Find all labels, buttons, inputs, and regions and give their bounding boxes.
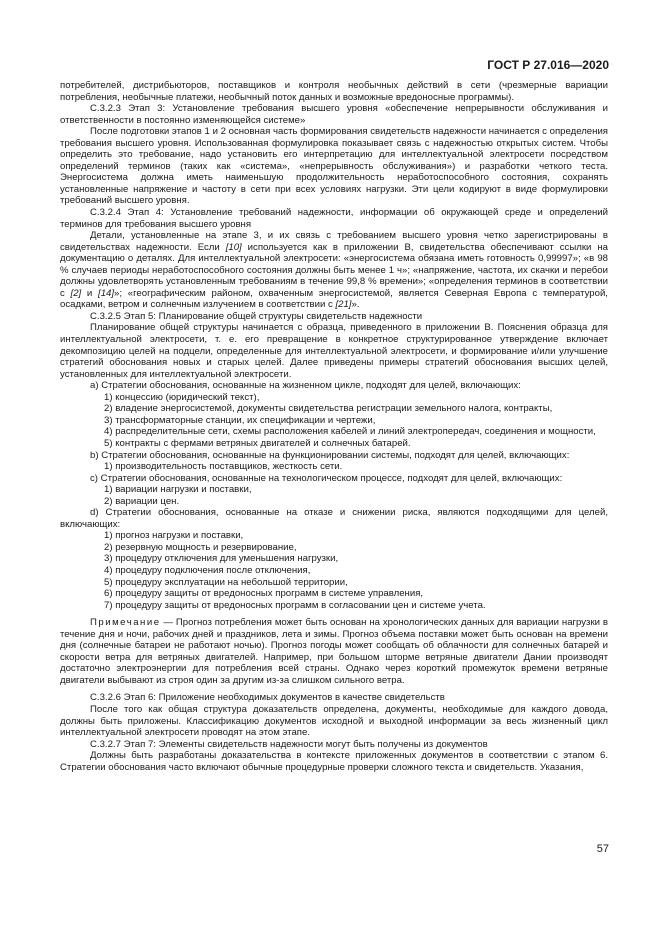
reference-link: [14] — [98, 287, 115, 299]
section-heading-c325: С.3.2.5 Этап 5: Планирование общей структуры свидетельств надежности — [90, 310, 423, 322]
list-b-heading: b) Стратегии обоснования, основанные на функционировании системы, подходят для целей, включающих: — [90, 449, 570, 461]
list-a-heading: a) Стратегии обоснования, основанные на жизненном цикле, подходят для целей, включающих: — [90, 380, 521, 392]
paragraph: После подготовки этапов 1 и 2 основная часть формирования свидетельств надежности начинается с определения требования высшего уровня. Использованная формулировка показывает связь с надежностью открытых систем. Чтобы определить это требование, надо установить его интерпретацию для интеллектуальной электросети посредством определений терминов (таких как «система», «непрерывность обслуживания») и разработки четкого теста. Энергосистема должна иметь наименьшую продолжительность неработоспособного состояния, сохранять установленные напряжение и частоту в сети при всех условиях нагрузки. Эти цели кодируют в виде формулировки требований высшего уровня. — [60, 126, 608, 207]
note-label: Примечание — [90, 617, 161, 629]
note-text: — Прогноз потребления может быть основан на хронологических данных для вариации нагрузки в течение дня и ночи, рабочих дней и праздников, лета и зимы. Прогноз объема поставки может быть основан на времени дня (солнечные батареи не работают ночью). Прогноз погоды может сообщать об облачности для солнечных батарей и скорости ветра для ветряных двигателей. Например, при большом шторме ветряные двигатели Дании производят достаточно электроэнергии для потребления всей страны. Однако через короткий промежуток времени ветряные двигатели выбывают из строя один за другим из-за слишком сильного ветра. — [60, 617, 608, 686]
list-item: 3) трансформаторные станции, их спецификации и чертежи, — [104, 414, 376, 426]
list-item: 2) владение энергосистемой, документы свидетельства регистрации земельного налога, контракты, — [104, 403, 553, 415]
paragraph-with-references — [60, 230, 608, 311]
text-run: »; «географическим районом, охваченным энергосистемой, является Северная Европа с температурой, осадками, ветром и солнечным излучением в соответствии с — [60, 287, 608, 311]
text-run: Детали, установленные на этапе 3, и их связь с требованием высшего уровня четко зарегистрированы в свидетельствах надежности. Если — [60, 230, 608, 253]
document-header: ГОСТ Р 27.016—2020 — [487, 58, 609, 72]
list-item: 2) резервную мощность и резервирование, — [104, 541, 297, 553]
section-heading-c323: С.3.2.3 Этап 3: Установление требования высшего уровня «обеспечение непрерывности обслуживания и ответственности в постоянно изменяющейся системе» — [60, 103, 608, 126]
list-item: 2) вариации цен. — [104, 495, 180, 507]
list-item: 3) процедуру отключения для уменьшения нагрузки, — [104, 553, 339, 565]
list-c-heading: c) Стратегии обоснования, основанные на технологическом процессе, подходят для целей, включающих: — [90, 472, 563, 484]
reference-link: [2] — [70, 287, 82, 299]
section-heading-c324: С.3.2.4 Этап 4: Установление требований надежности, информации об окружающей среде и определений терминов для требования высшего уровня — [60, 207, 608, 230]
list-item: 4) процедуру подключения после отключения, — [104, 564, 311, 576]
list-item: 5) контракты с фермами ветряных двигателей и солнечных батарей. — [104, 437, 411, 449]
document-body — [60, 80, 608, 773]
list-d-heading: d) Стратегии обоснования, основанные на отказе и снижении риска, являются подходящими для целей, включающих: — [60, 507, 608, 530]
text-run: ». — [351, 299, 360, 311]
list-item: 1) производительность поставщиков, жесткость сети. — [104, 461, 343, 473]
section-heading-c326: С.3.2.6 Этап 6: Приложение необходимых документов в качестве свидетельств — [90, 692, 445, 704]
list-item: 5) процедуру эксплуатации на небольшой территории, — [104, 576, 348, 588]
reference-link: [21] — [335, 299, 352, 311]
paragraph-continued: потребителей, дистрибьюторов, поставщиков и контроля необычных действий в сети (чрезмерные вариации потребления, необычные платежи, необычный поток данных и возможные вредоносные программы). — [60, 80, 608, 103]
list-item: 7) процедуру защиты от вредоносных программ в согласовании цен и системе учета. — [104, 599, 486, 611]
paragraph: Планирование общей структуры начинается с образца, приведенного в приложении В. Пояснения образца для интеллектуальной электросети, т. е. его превращение в конкретное структурированное утверждение включает декомпозицию целей на подцели, определенные для интеллектуальной электросети, и формирование и/или улучшение стратегий обоснования новых и старых целей. Далее приведены примеры стратегий обоснования высших целей, установленных для интеллектуальной электросети. — [60, 322, 608, 380]
paragraph: После того как общая структура доказательств определена, документы, необходимые для каждого довода, должны быть приложены. Классификацию документов исходной и выходной информации за весь жизненный цикл интеллектуальной электросети проводят на этом этапе. — [60, 703, 608, 739]
text-run: используется как в приложении В, свидетельства обеспечивают ссылки на документацию о деталях. Для интеллектуальной электросети: «энергосистема обязана иметь готовность 0,99997»; «в 98 % случаев периоды неработоспособного состояния должны быть менее 1 ч»; «напряжение, частота, их скачки и перебои должны удовлетворять установленным требованиям в течение 99,8 % времени»; «определения терминов в соответствии с — [60, 241, 608, 299]
page-number: 57 — [596, 843, 609, 855]
text-run: и — [81, 287, 99, 299]
paragraph: Должны быть разработаны доказательства в контексте приложенных документов в соответствии с этапом 6. Стратегии обоснования часто включают обычные процедурные проверки сложного текста и свидетельств. Указания, — [60, 750, 608, 773]
list-item: 1) прогноз нагрузки и поставки, — [104, 530, 244, 542]
note — [60, 617, 608, 686]
list-item: 4) распределительные сети, схемы расположения кабелей и линий электропередач, соединения и мощности, — [104, 426, 596, 438]
reference-link: [10] — [225, 241, 242, 253]
section-heading-c327: С.3.2.7 Этап 7: Элементы свидетельств надежности могут быть получены из документов — [90, 738, 488, 750]
list-item: 1) вариации нагрузки и поставки, — [104, 484, 252, 496]
list-item: 1) концессию (юридический текст), — [104, 391, 260, 403]
list-item: 6) процедуру защиты от вредоносных программ в системе управления, — [104, 588, 424, 600]
